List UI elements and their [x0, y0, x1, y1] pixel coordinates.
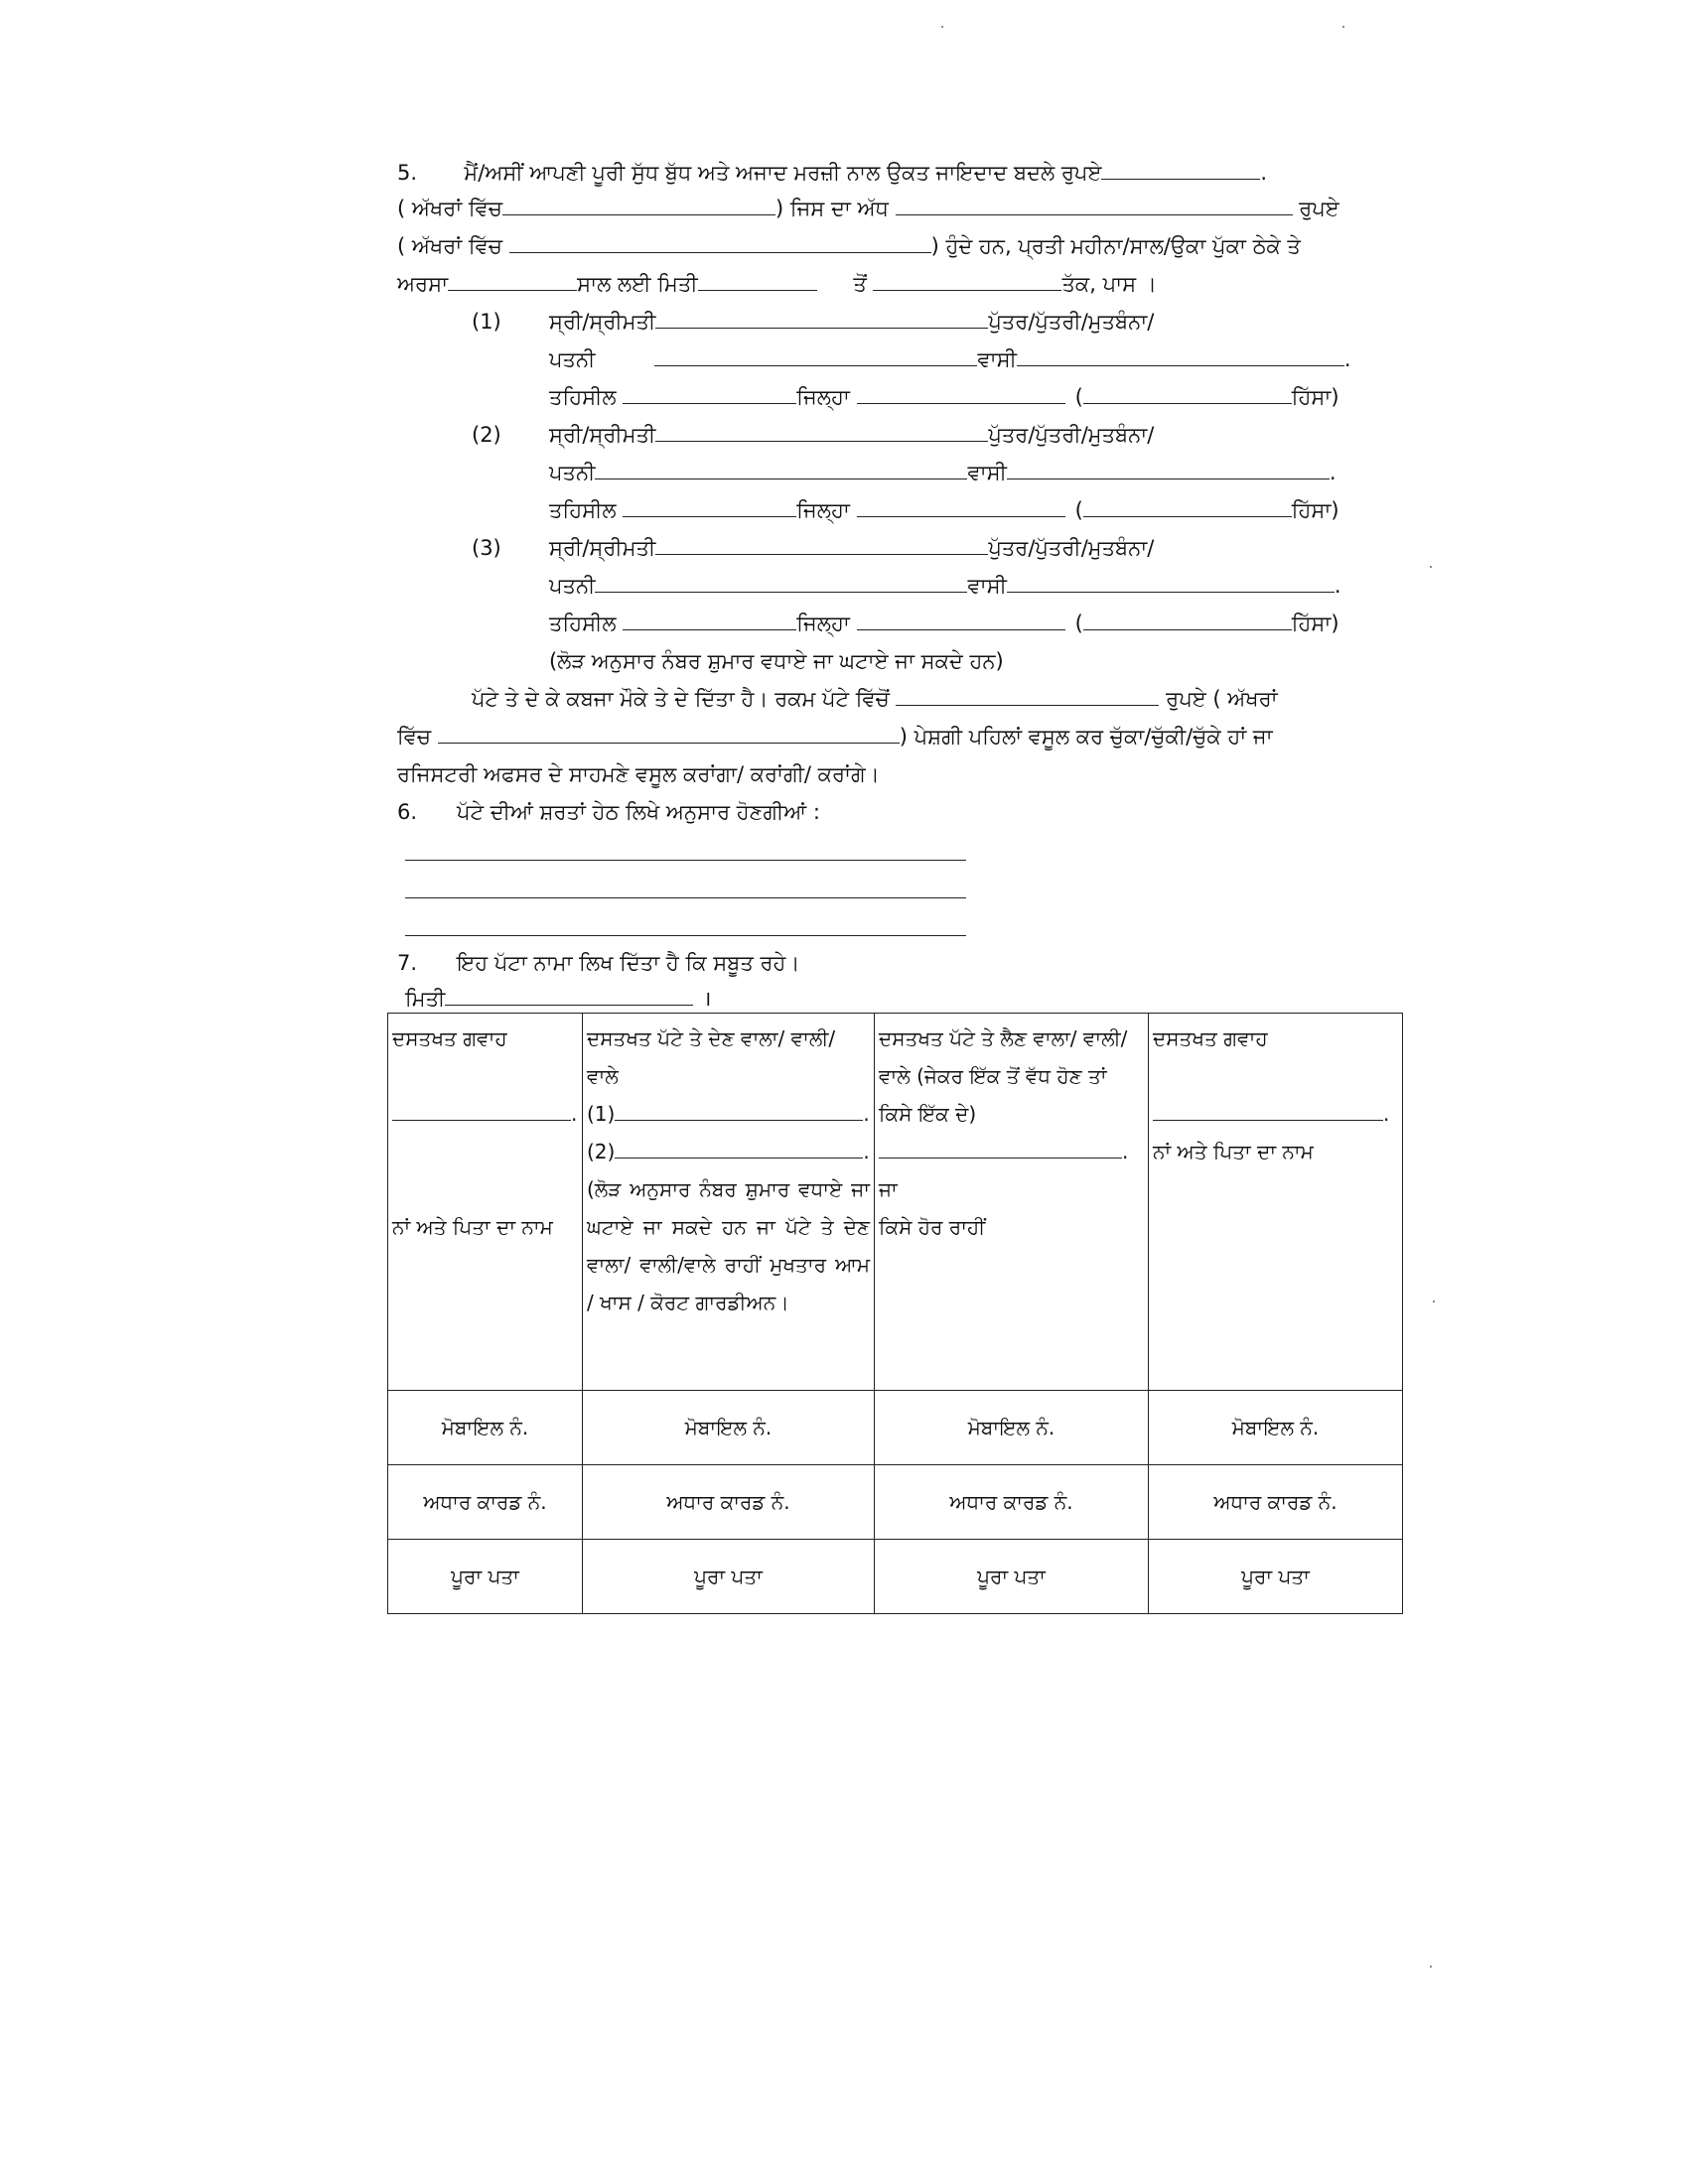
person-2-line-2: ਪਤਨੀ ਵਾਸੀ . — [549, 461, 1336, 484]
witness-2-name-label: ਨਾਂ ਅਤੇ ਪਿਤਾ ਦਾ ਨਾਮ — [1153, 1140, 1314, 1163]
section-5-line-2: ( ਅੱਖਰਾਂ ਵਿੱਚ ) ਜਿਸ ਦਾ ਅੱਧ ਰੁਪਏ — [397, 197, 1339, 220]
amount-words-blank[interactable] — [502, 195, 775, 215]
lessor-title: ਦਸਤਖਤ ਪੱਟੇ ਤੇ ਦੇਣ ਵਾਲਾ/ ਵਾਲੀ/ ਵਾਲੇ — [587, 1026, 836, 1088]
terms-line-1[interactable] — [405, 860, 966, 861]
aadhaar-cell-2[interactable]: ਅਧਾਰ ਕਾਰਡ ਨੰ. — [583, 1465, 875, 1540]
person-3-district-blank[interactable] — [857, 610, 1065, 630]
scan-speck — [1433, 1300, 1435, 1302]
term-years-blank[interactable] — [448, 270, 577, 291]
person-1-district-blank[interactable] — [857, 383, 1065, 404]
person-2-district-blank[interactable] — [857, 496, 1065, 517]
address-cell-3[interactable]: ਪੂਰਾ ਪਤਾ — [875, 1540, 1149, 1614]
person-2-share-blank[interactable] — [1083, 496, 1292, 517]
lessee-signature-blank[interactable] — [879, 1138, 1122, 1159]
half-amount-blank[interactable] — [896, 195, 1293, 215]
scan-speck — [1430, 1966, 1432, 1968]
section-5-line-1: 5. ਮੈਂ/ਅਸੀਂ ਆਪਣੀ ਪੂਰੀ ਸੁੱਧ ਬੁੱਧ ਅਤੇ ਅਜਾਦ ਮਰਜ਼ੀ ਨਾਲ ਉਕਤ ਜਾਇਦਾਦ ਬਦਲੇ ਰੁਪਏ . — [397, 161, 1268, 185]
person-1-share-blank[interactable] — [1083, 383, 1292, 404]
person-1-name-blank[interactable] — [655, 308, 988, 329]
section-5-line-3: ( ਅੱਖਰਾਂ ਵਿੱਚ ) ਹੁੰਦੇ ਹਨ, ਪ੍ਰਤੀ ਮਹੀਨਾ/ਸਾਲ/ਉਕਾ ਪੁੱਕਾ ਠੇਕੇ ਤੇ — [397, 234, 1301, 258]
person-1-line-3: ਤਹਿਸੀਲ ਜਿਲ੍ਹਾ ( ਹਿੱਸਾ) — [549, 385, 1339, 409]
advance-amount-words-blank[interactable] — [438, 723, 900, 744]
person-3-share-blank[interactable] — [1083, 610, 1292, 630]
number-note: (ਲੋੜ ਅਨੁਸਾਰ ਨੰਬਰ ਸ਼ੁਮਾਰ ਵਧਾਏ ਜਾ ਘਟਾਏ ਜਾ ਸਕਦੇ ਹਨ) — [549, 649, 1004, 673]
scan-speck — [1430, 566, 1432, 568]
possession-line-2: ਵਿੱਚ ) ਪੇਸ਼ਗੀ ਪਹਿਲਾਂ ਵਸੂਲ ਕਰ ਚੁੱਕਾ/ਚੁੱਕੀ/ਚੁੱਕੇ ਹਾਂ ਜਾ — [397, 725, 1273, 749]
witness-1-title: ਦਸਤਖਤ ਗਵਾਹ — [392, 1026, 507, 1050]
section-7-line: 7. ਇਹ ਪੱਟਾ ਨਾਮਾ ਲਿਖ ਦਿੱਤਾ ਹੈ ਕਿ ਸਬੂਤ ਰਹੇ। — [397, 951, 800, 975]
mobile-cell-1[interactable]: ਮੋਬਾਇਲ ਨੰ. — [388, 1391, 583, 1465]
person-2-resident-blank[interactable] — [1007, 459, 1330, 479]
section-6-line: 6. ਪੱਟੇ ਦੀਆਂ ਸ਼ਰਤਾਂ ਹੇਠ ਲਿਖੇ ਅਨੁਸਾਰ ਹੋਣਗੀਆਂ : — [397, 800, 820, 824]
date-to-blank[interactable] — [873, 270, 1061, 291]
lessee-or-label: ਜਾ — [879, 1177, 898, 1201]
witness-2-cell: ਦਸਤਖਤ ਗਵਾਹ . ਨਾਂ ਅਤੇ ਪਿਤਾ ਦਾ ਨਾਮ — [1149, 1014, 1403, 1391]
lessee-title: ਦਸਤਖਤ ਪੱਟੇ ਤੇ ਲੈਣ ਵਾਲਾ/ ਵਾਲੀ/ ਵਾਲੇ (ਜੇਕਰ ਇੱਕ ਤੋਂ ਵੱਧ ਹੋਣ ਤਾਂ ਕਿਸੇ ਇੱਕ ਦੇ) — [879, 1026, 1128, 1126]
person-3-tehsil-blank[interactable] — [623, 610, 796, 630]
witness-1-name-label: ਨਾਂ ਅਤੇ ਪਿਤਾ ਦਾ ਨਾਮ — [392, 1215, 553, 1239]
person-3-line-2: ਪਤਨੀ ਵਾਸੀ . — [549, 574, 1341, 598]
person-3-line-3: ਤਹਿਸੀਲ ਜਿਲ੍ਹਾ ( ਹਿੱਸਾ) — [549, 612, 1339, 635]
aadhaar-cell-1[interactable]: ਅਧਾਰ ਕਾਰਡ ਨੰ. — [388, 1465, 583, 1540]
lessor-note: (ਲੋੜ ਅਨੁਸਾਰ ਨੰਬਰ ਸ਼ੁਮਾਰ ਵਧਾਏ ਜਾ ਘਟਾਏ ਜਾ ਸਕਦੇ ਹਨ ਜਾ ਪੱਟੇ ਤੇ ਦੇਣ ਵਾਲਾ/ ਵਾਲੀ/ਵਾਲੇ ਰਾਹੀਂ ਮੁਖਤਾਰ ਆਮ / ਖਾਸ / ਕੋਰਟ ਗਾਰਡੀਅਨ। — [587, 1177, 870, 1314]
lessor-1-signature-blank[interactable] — [615, 1100, 863, 1121]
possession-line-3: ਰਜਿਸਟਰੀ ਅਫਸਰ ਦੇ ਸਾਹਮਣੇ ਵਸੂਲ ਕਰਾਂਗਾ/ ਕਰਾਂਗੀ/ ਕਰਾਂਗੇ। — [397, 762, 880, 786]
lessor-cell: ਦਸਤਖਤ ਪੱਟੇ ਤੇ ਦੇਣ ਵਾਲਾ/ ਵਾਲੀ/ ਵਾਲੇ (1) . (2) . (ਲੋੜ ਅਨੁਸਾਰ ਨੰਬਰ ਸ਼ੁਮਾਰ ਵਧਾਏ ਜਾ ਘਟਾਏ ਜਾ ਸਕਦੇ ਹਨ ਜਾ ਪੱਟੇ ਤੇ ਦੇਣ ਵਾਲਾ/ ਵਾਲੀ/ਵਾਲੇ ਰਾਹੀਂ ਮੁਖਤਾਰ ਆਮ / ਖਾਸ / ਕੋਰਟ ਗਾਰਡੀਅਨ। — [583, 1014, 875, 1391]
lessor-2-signature-blank[interactable] — [615, 1138, 863, 1159]
person-2-line-3: ਤਹਿਸੀਲ ਜਿਲ੍ਹਾ ( ਹਿੱਸਾ) — [549, 498, 1339, 522]
date-line: ਮਿਤੀ । — [405, 987, 712, 1011]
mobile-cell-4[interactable]: ਮੋਬਾਇਲ ਨੰ. — [1149, 1391, 1403, 1465]
person-3-spouse-blank[interactable] — [595, 572, 967, 593]
person-1-resident-blank[interactable] — [1017, 345, 1344, 366]
person-1-number: (1) — [472, 310, 501, 334]
address-cell-2[interactable]: ਪੂਰਾ ਪਤਾ — [583, 1540, 875, 1614]
witness-2-title: ਦਸਤਖਤ ਗਵਾਹ — [1153, 1026, 1268, 1050]
person-2-number: (2) — [472, 423, 501, 447]
aadhaar-cell-3[interactable]: ਅਧਾਰ ਕਾਰਡ ਨੰ. — [875, 1465, 1149, 1540]
person-3-name-blank[interactable] — [655, 534, 988, 555]
mobile-cell-2[interactable]: ਮੋਬਾਇਲ ਨੰ. — [583, 1391, 875, 1465]
person-2-tehsil-blank[interactable] — [623, 496, 796, 517]
section-6-number: 6. — [397, 800, 418, 824]
aadhaar-cell-4[interactable]: ਅਧਾਰ ਕਾਰਡ ਨੰ. — [1149, 1465, 1403, 1540]
section-5-line-4: ਅਰਸਾ ਸਾਲ ਲਈ ਮਿਤੀ ਤੋਂ ਤੱਕ, ਪਾਸ । — [397, 272, 1157, 296]
witness-1-cell: ਦਸਤਖਤ ਗਵਾਹ . ਨਾਂ ਅਤੇ ਪਿਤਾ ਦਾ ਨਾਮ — [388, 1014, 583, 1391]
lessee-other-label: ਕਿਸੇ ਹੋਰ ਰਾਹੀਂ — [879, 1215, 986, 1239]
section-7-number: 7. — [397, 951, 418, 975]
advance-amount-blank[interactable] — [896, 685, 1159, 706]
person-1-spouse-blank[interactable] — [654, 345, 977, 366]
address-cell-1[interactable]: ਪੂਰਾ ਪਤਾ — [388, 1540, 583, 1614]
section-5-number: 5. — [397, 161, 418, 185]
person-3-number: (3) — [472, 536, 501, 560]
witness-1-signature-blank[interactable] — [392, 1100, 571, 1121]
terms-line-3[interactable] — [405, 935, 966, 936]
half-amount-words-blank[interactable] — [509, 232, 931, 253]
person-2-line-1: ਸ੍ਰੀ/ਸ੍ਰੀਮਤੀ ਪੁੱਤਰ/ਪੁੱਤਰੀ/ਮੁਤਬੰਨਾ/ — [549, 423, 1155, 447]
mobile-cell-3[interactable]: ਮੋਬਾਇਲ ਨੰ. — [875, 1391, 1149, 1465]
signature-table — [387, 1013, 1403, 1614]
address-cell-4[interactable]: ਪੂਰਾ ਪਤਾ — [1149, 1540, 1403, 1614]
scan-speck — [941, 26, 943, 28]
deed-date-blank[interactable] — [445, 985, 693, 1006]
possession-line-1: ਪੱਟੇ ਤੇ ਦੇ ਕੇ ਕਬਜਾ ਮੌਕੇ ਤੇ ਦੇ ਦਿੱਤਾ ਹੈ। ਰਕਮ ਪੱਟੇ ਵਿੱਚੋਂ ਰੁਪਏ ( ਅੱਖਰਾਂ — [472, 687, 1278, 711]
person-2-spouse-blank[interactable] — [595, 459, 967, 479]
person-2-name-blank[interactable] — [655, 421, 988, 442]
lessee-cell: ਦਸਤਖਤ ਪੱਟੇ ਤੇ ਲੈਣ ਵਾਲਾ/ ਵਾਲੀ/ ਵਾਲੇ (ਜੇਕਰ ਇੱਕ ਤੋਂ ਵੱਧ ਹੋਣ ਤਾਂ ਕਿਸੇ ਇੱਕ ਦੇ) . ਜਾ ਕਿਸੇ ਹੋਰ ਰਾਹੀਂ — [875, 1014, 1149, 1391]
terms-line-2[interactable] — [405, 897, 966, 898]
date-from-blank[interactable] — [698, 270, 817, 291]
person-1-line-2: ਪਤਨੀ ਵਾਸੀ . — [549, 347, 1351, 371]
person-3-resident-blank[interactable] — [1007, 572, 1335, 593]
person-1-tehsil-blank[interactable] — [623, 383, 796, 404]
person-1-line-1: ਸ੍ਰੀ/ਸ੍ਰੀਮਤੀ ਪੁੱਤਰ/ਪੁੱਤਰੀ/ਮੁਤਬੰਨਾ/ — [549, 310, 1155, 334]
person-3-line-1: ਸ੍ਰੀ/ਸ੍ਰੀਮਤੀ ਪੁੱਤਰ/ਪੁੱਤਰੀ/ਮੁਤਬੰਨਾ/ — [549, 536, 1155, 560]
witness-2-signature-blank[interactable] — [1153, 1100, 1383, 1121]
scan-speck — [1342, 26, 1344, 28]
amount-blank[interactable] — [1101, 159, 1260, 180]
